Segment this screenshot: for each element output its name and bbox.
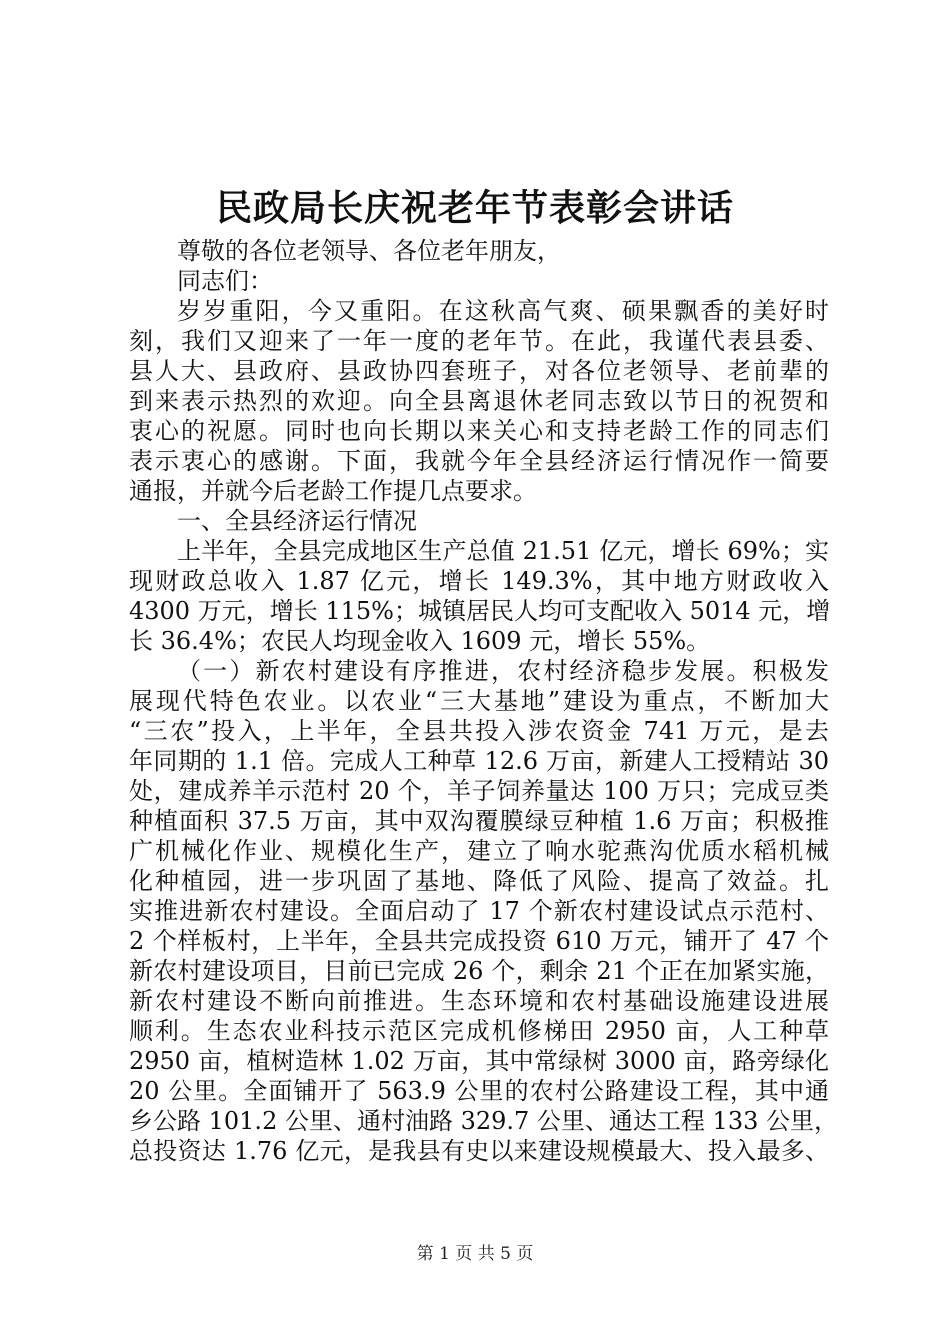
paragraph-line: 现财政总收入 1.87 亿元，增长 149.3%，其中地方财政收入	[129, 567, 829, 595]
paragraph-line: 通报，并就今后老龄工作提几点要求。	[129, 477, 537, 505]
paragraph-line: 顺利。生态农业科技示范区完成机修梯田 2950 亩，人工种草	[129, 1017, 829, 1045]
salutation-line: 同志们：	[177, 267, 273, 295]
paragraph-line: 长 36.4%；农民人均现金收入 1609 元，增长 55%。	[129, 627, 711, 655]
paragraph-line: （一）新农村建设有序推进，农村经济稳步发展。积极发	[177, 657, 829, 685]
paragraph-line: 上半年，全县完成地区生产总值 21.51 亿元，增长 69%；实	[177, 537, 829, 565]
paragraph-line: “三农”投入，上半年，全县共投入涉农资金 741 万元，是去	[129, 717, 829, 745]
document-title: 民政局长庆祝老年节表彰会讲话	[215, 187, 734, 229]
paragraph-line: 新农村建设不断向前推进。生态环境和农村基础设施建设进展	[129, 987, 829, 1015]
paragraph-line: 乡公路 101.2 公里、通村油路 329.7 公里、通达工程 133 公里，	[129, 1107, 838, 1135]
paragraph-line: 衷心的祝愿。同时也向长期以来关心和支持老龄工作的同志们	[129, 417, 829, 445]
section-heading: 一、全县经济运行情况	[177, 507, 417, 535]
paragraph-line: 2950 亩，植树造林 1.02 万亩，其中常绿树 3000 亩，路旁绿化	[129, 1047, 829, 1075]
paragraph-line: 种植面积 37.5 万亩，其中双沟覆膜绿豆种植 1.6 万亩；积极推	[129, 807, 829, 835]
paragraph-line: 处，建成养羊示范村 20 个，羊子饲养量达 100 万只；完成豆类	[129, 777, 829, 805]
paragraph-line: 到来表示热烈的欢迎。向全县离退休老同志致以节日的祝贺和	[129, 387, 829, 415]
salutation-line: 尊敬的各位老领导、各位老年朋友，	[177, 237, 561, 265]
paragraph-line: 化种植园，进一步巩固了基地、降低了风险、提高了效益。扎	[129, 867, 829, 895]
page-footer: 第 1 页 共 5 页	[416, 1244, 534, 1264]
paragraph-line: 总投资达 1.76 亿元，是我县有史以来建设规模最大、投入最多、	[129, 1137, 829, 1165]
paragraph-line: 刻，我们又迎来了一年一度的老年节。在此，我谨代表县委、	[129, 327, 829, 355]
paragraph-line: 年同期的 1.1 倍。完成人工种草 12.6 万亩，新建人工授精站 30	[129, 747, 829, 775]
paragraph-line: 20 公里。全面铺开了 563.9 公里的农村公路建设工程，其中通	[129, 1077, 829, 1105]
paragraph-line: 县人大、县政府、县政协四套班子，对各位老领导、老前辈的	[129, 357, 829, 385]
paragraph-line: 新农村建设项目，目前已完成 26 个，剩余 21 个正在加紧实施，	[129, 957, 829, 985]
paragraph-line: 岁岁重阳，今又重阳。在这秋高气爽、硕果飘香的美好时	[177, 297, 829, 325]
document-body	[129, 236, 838, 1166]
paragraph-line: 表示衷心的感谢。下面，我就今年全县经济运行情况作一简要	[129, 447, 829, 475]
paragraph-line: 展现代特色农业。以农业“三大基地”建设为重点，不断加大	[129, 687, 829, 715]
paragraph-line: 4300 万元，增长 115%；城镇居民人均可支配收入 5014 元，增	[129, 597, 831, 625]
paragraph-line: 广机械化作业、规模化生产，建立了响水驼燕沟优质水稻机械	[129, 837, 829, 865]
paragraph-line: 实推进新农村建设。全面启动了 17 个新农村建设试点示范村、	[129, 897, 829, 925]
paragraph-line: 2 个样板村，上半年，全县共完成投资 610 万元，铺开了 47 个	[129, 927, 829, 955]
